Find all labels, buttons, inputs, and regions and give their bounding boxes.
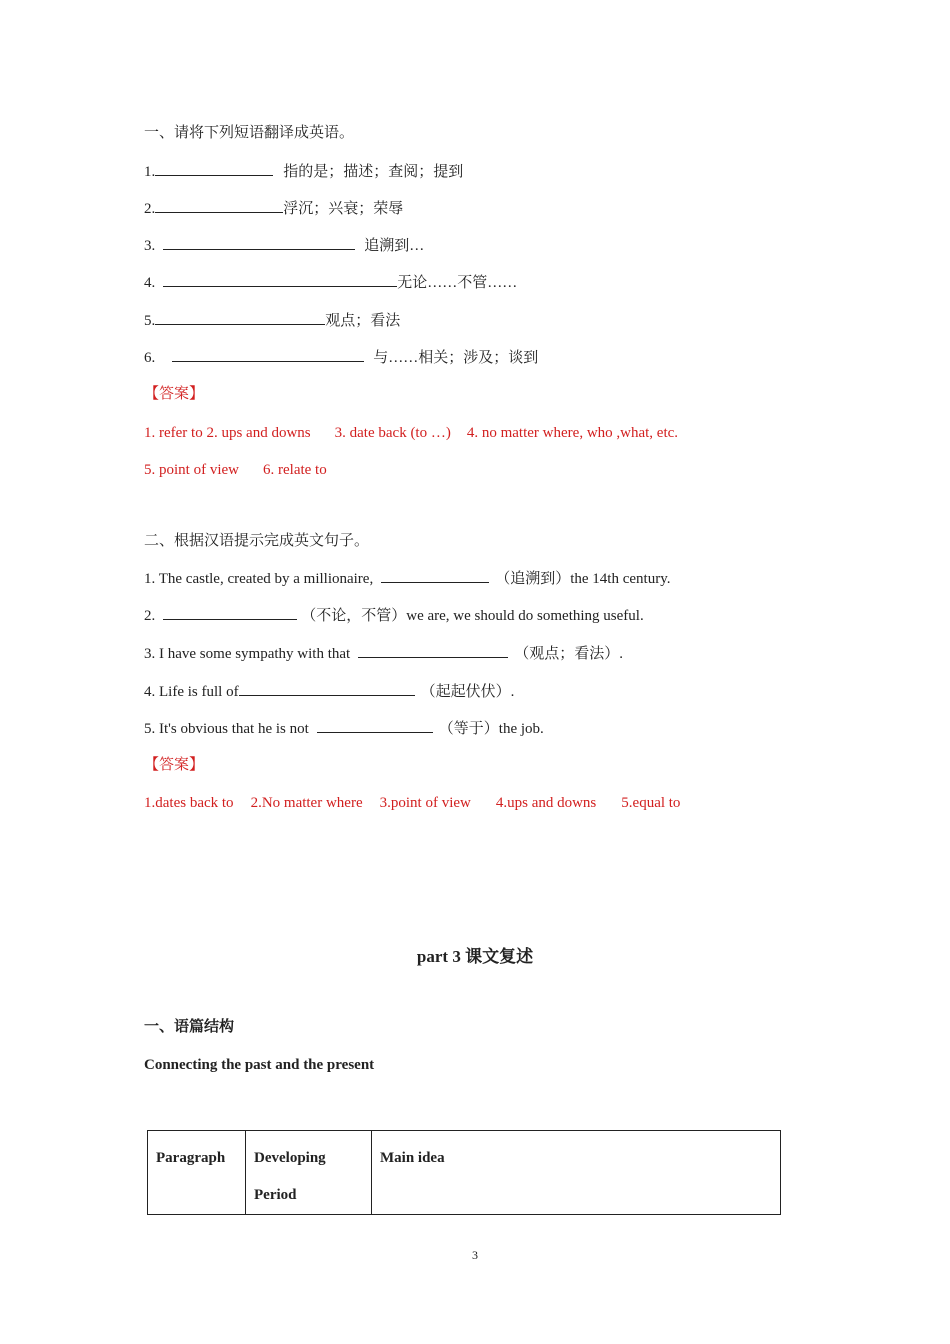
item-number: 1. <box>144 164 156 180</box>
item-number: 5. <box>144 313 156 329</box>
answer-blank[interactable] <box>172 347 364 362</box>
section2-item-2 <box>144 605 644 626</box>
answer-text: 1. refer to 2. ups and downs <box>144 425 311 441</box>
item-number: 2. <box>144 201 156 217</box>
item-number: 6. <box>144 350 156 366</box>
answer-blank[interactable] <box>155 310 325 325</box>
answer-blank[interactable] <box>163 235 355 250</box>
answer-text: 1.dates back to <box>144 795 234 811</box>
item-number: 4. <box>144 275 156 291</box>
header-main-idea: Main idea <box>372 1131 781 1215</box>
answer-blank[interactable] <box>163 605 297 620</box>
sentence-hint: （等于）the job. <box>438 721 544 737</box>
section1-item-5 <box>144 310 400 331</box>
item-hint: 无论……不管…… <box>397 275 518 291</box>
answer-blank[interactable] <box>155 198 283 213</box>
section1-answers-line1 <box>144 423 678 443</box>
section1-answer-label: 【答案】 <box>144 386 205 402</box>
answer-text: 2.No matter where <box>250 795 363 811</box>
section1-item-3 <box>144 235 424 256</box>
section1-answers-line2 <box>144 460 327 480</box>
section2-item-1 <box>144 568 670 589</box>
section2-item-4 <box>144 681 514 702</box>
section1-item-2 <box>144 198 403 219</box>
sentence-start: 3. I have some sympathy with that <box>144 646 351 662</box>
answer-blank[interactable] <box>358 643 508 658</box>
answer-text: 3.point of view <box>379 795 471 811</box>
section2-heading: 二、根据汉语提示完成英文句子。 <box>144 533 370 549</box>
answer-blank[interactable] <box>381 568 489 583</box>
sentence-start: 2. <box>144 608 156 624</box>
sentence-start: 5. It's obvious that he is not <box>144 721 309 737</box>
sentence-hint: （观点；看法）. <box>514 646 623 662</box>
section1-heading: 一、请将下列短语翻译成英语。 <box>144 125 355 141</box>
sentence-hint: （追溯到）the 14th century. <box>495 571 671 587</box>
answer-text: 4.ups and downs <box>495 795 597 811</box>
answer-text: 6. relate to <box>263 462 327 478</box>
answer-text: 5.equal to <box>621 795 681 811</box>
sentence-start: 4. Life is full of <box>144 684 239 700</box>
answer-blank[interactable] <box>155 161 273 176</box>
structure-table <box>147 1130 781 1215</box>
item-hint: 指的是；描述；查阅；提到 <box>283 164 464 180</box>
section1-item-4 <box>144 272 517 293</box>
sentence-hint: （起起伏伏）. <box>420 684 515 700</box>
header-line: Developing <box>254 1150 326 1166</box>
section2-item-5 <box>144 718 544 739</box>
answer-blank[interactable] <box>317 718 433 733</box>
item-hint: 追溯到… <box>364 238 425 254</box>
section2-item-3 <box>144 643 623 664</box>
page-number: 3 <box>472 1248 478 1262</box>
section2-answer-label: 【答案】 <box>144 757 205 773</box>
header-developing-period <box>246 1131 372 1215</box>
item-number: 3. <box>144 238 156 254</box>
answer-text: 5. point of view <box>144 462 239 478</box>
sentence-hint: （不论，不管）we are, we should do something useful. <box>301 608 644 624</box>
part3-subheading: 一、语篇结构 <box>144 1019 235 1035</box>
answer-blank[interactable] <box>239 681 415 696</box>
answer-text: 4. no matter where, who ,what, etc. <box>466 425 679 441</box>
answer-blank[interactable] <box>163 272 397 287</box>
answer-text: 3. date back (to …) <box>334 425 451 441</box>
table-header-row <box>148 1131 781 1215</box>
section1-item-6 <box>144 347 538 368</box>
part3-title: part 3 课文复述 <box>416 947 534 966</box>
sentence-start: 1. The castle, created by a millionaire, <box>144 571 374 587</box>
header-line: Period <box>254 1187 297 1203</box>
item-hint: 观点；看法 <box>325 313 401 329</box>
section2-answers <box>144 793 680 813</box>
item-hint: 浮沉；兴衰；荣辱 <box>283 201 404 217</box>
section1-item-1 <box>144 161 463 182</box>
item-hint: 与……相关；涉及；谈到 <box>373 350 539 366</box>
header-paragraph: Paragraph <box>148 1131 246 1215</box>
passage-title: Connecting the past and the present <box>144 1057 375 1073</box>
